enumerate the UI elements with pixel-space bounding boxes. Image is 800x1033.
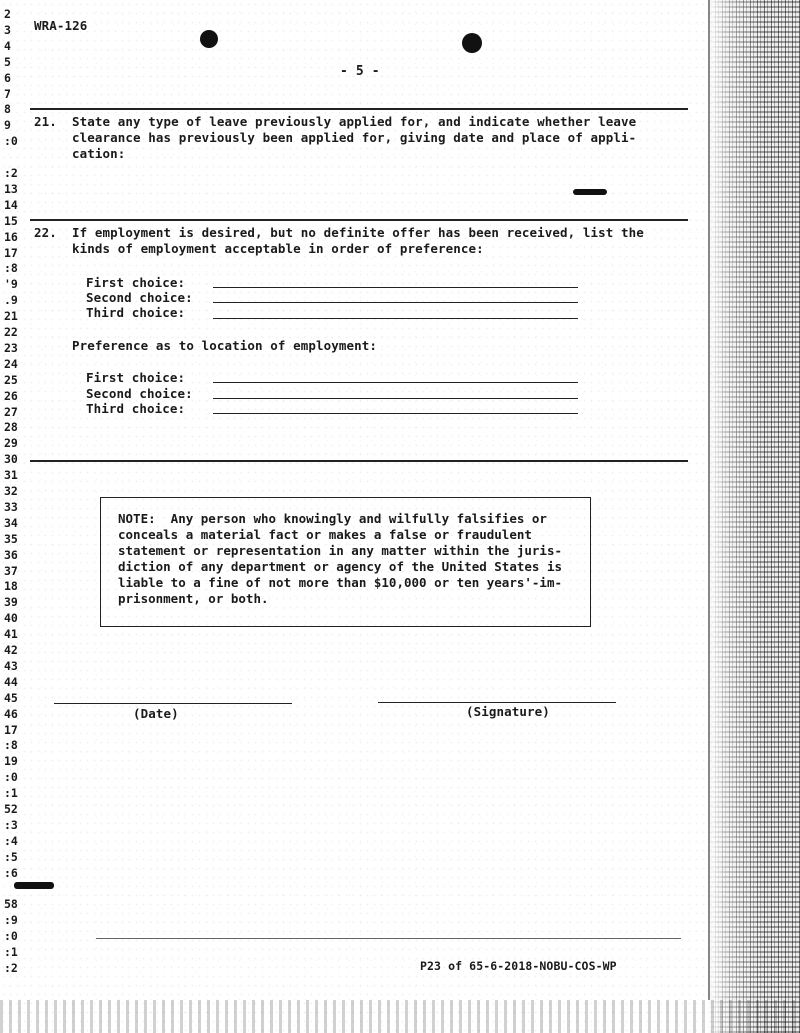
- q21-line: cation:: [72, 146, 126, 161]
- margin-line-number: 58: [4, 897, 18, 912]
- signature-field[interactable]: [378, 702, 616, 703]
- margin-line-number: 17: [4, 245, 18, 260]
- location-third-choice-field[interactable]: [213, 413, 578, 414]
- employment-second-choice-field[interactable]: [213, 302, 578, 303]
- margin-line-number: 34: [4, 515, 18, 530]
- form-code: WRA-126: [34, 18, 88, 33]
- margin-line-number: :2: [4, 961, 18, 975]
- margin-line-number: 23: [4, 340, 18, 355]
- margin-line-number: 17: [4, 722, 18, 737]
- scan-bottom-artifact: [0, 1000, 800, 1033]
- employment-second-choice-label: Second choice:: [86, 290, 193, 305]
- q21-line: State any type of leave previously applied for, and indicate whether leave: [72, 114, 637, 129]
- date-label: (Date): [133, 706, 179, 721]
- margin-line-number: :5: [4, 849, 18, 864]
- location-second-choice-label: Second choice:: [86, 386, 193, 401]
- margin-line-number: 41: [4, 627, 18, 642]
- margin-line-number: 31: [4, 468, 18, 483]
- margin-line-number: 3: [4, 22, 11, 37]
- location-second-choice-field[interactable]: [213, 398, 578, 399]
- footer-page-reference: P23 of 65-6-2018-NOBU-COS-WP: [420, 959, 617, 973]
- margin-line-number: 27: [4, 404, 18, 419]
- margin-line-number: 13: [4, 181, 18, 196]
- margin-line-number: 36: [4, 547, 18, 562]
- margin-line-number: 4: [4, 38, 11, 53]
- margin-line-number: 21: [4, 309, 18, 324]
- scan-edge-artifact: [708, 0, 800, 1033]
- margin-line-number: 29: [4, 436, 18, 451]
- footer-box-top: [96, 938, 681, 939]
- margin-line-number: 33: [4, 499, 18, 514]
- q22-line: If employment is desired, but no definite offer has been received, list the: [72, 225, 644, 240]
- margin-line-number: 25: [4, 372, 18, 387]
- employment-third-choice-field[interactable]: [213, 318, 578, 319]
- margin-line-number: 6: [4, 70, 11, 85]
- date-field[interactable]: [54, 703, 292, 704]
- margin-line-number: 30: [4, 452, 18, 467]
- punch-hole-mark: [462, 33, 482, 53]
- punch-hole-mark: [200, 30, 218, 48]
- margin-line-number: 45: [4, 690, 18, 705]
- employment-first-choice-label: First choice:: [86, 275, 186, 290]
- section-divider: [30, 460, 688, 462]
- margin-line-number: 15: [4, 213, 18, 228]
- margin-line-number: :1: [4, 786, 18, 801]
- margin-line-number: 46: [4, 706, 18, 721]
- q21-line: clearance has previously been applied for, giving date and place of appli-: [72, 130, 637, 145]
- margin-line-number: 43: [4, 658, 18, 673]
- location-first-choice-label: First choice:: [86, 370, 186, 385]
- margin-line-number: 28: [4, 420, 18, 435]
- ink-smudge: [573, 189, 607, 195]
- q22-number: 22.: [34, 225, 57, 240]
- margin-line-number: 9: [4, 118, 11, 133]
- note-text: NOTE: Any person who knowingly and wilfully falsifies or conceals a material fact or makes a false or fraudulent statement or representation in any matter within the juris- diction of any department or agency of the United States is liable to a fine of not more than $10,000 or ten years'-im- prisonment, or both.: [118, 511, 563, 606]
- margin-line-number: 44: [4, 674, 18, 689]
- margin-line-number: :1: [4, 945, 18, 960]
- margin-line-number: 18: [4, 579, 18, 594]
- ink-smudge: [14, 882, 54, 889]
- margin-line-number: 8: [4, 102, 11, 117]
- margin-line-number: 19: [4, 754, 18, 769]
- location-third-choice-label: Third choice:: [86, 401, 186, 416]
- margin-line-number: 37: [4, 563, 18, 578]
- margin-line-number: 35: [4, 531, 18, 546]
- margin-line-number: 40: [4, 611, 18, 626]
- margin-line-number: 2: [4, 7, 11, 21]
- margin-line-number: 7: [4, 86, 11, 101]
- location-first-choice-field[interactable]: [213, 382, 578, 383]
- margin-line-number: :0: [4, 134, 18, 149]
- margin-line-number: 26: [4, 388, 18, 403]
- signature-label: (Signature): [466, 704, 550, 719]
- margin-line-number: 16: [4, 229, 18, 244]
- margin-line-number: :0: [4, 770, 18, 785]
- q22-line: kinds of employment acceptable in order of preference:: [72, 241, 484, 256]
- margin-line-number: :6: [4, 865, 18, 880]
- employment-third-choice-label: Third choice:: [86, 305, 186, 320]
- margin-line-number: .9: [4, 293, 18, 308]
- margin-line-number: '9: [4, 277, 18, 292]
- location-heading: Preference as to location of employment:: [72, 338, 378, 353]
- margin-line-number: 24: [4, 356, 18, 371]
- section-divider: [30, 219, 688, 221]
- margin-line-number: :0: [4, 929, 18, 944]
- employment-first-choice-field[interactable]: [213, 287, 578, 288]
- margin-line-number: :9: [4, 913, 18, 928]
- margin-line-number: 22: [4, 325, 18, 339]
- margin-line-number: 52: [4, 802, 18, 816]
- margin-line-number: 14: [4, 197, 18, 212]
- margin-line-number: 39: [4, 595, 18, 610]
- margin-line-number: 32: [4, 484, 18, 498]
- margin-line-number: :2: [4, 166, 18, 180]
- margin-line-number: :3: [4, 817, 18, 832]
- margin-line-number: 42: [4, 643, 18, 657]
- margin-line-number: :8: [4, 738, 18, 753]
- margin-line-number: 5: [4, 54, 11, 69]
- page-number: - 5 -: [340, 64, 380, 79]
- margin-line-number: :4: [4, 833, 18, 848]
- margin-line-number: :8: [4, 261, 18, 276]
- section-divider: [30, 108, 688, 110]
- q21-number: 21.: [34, 114, 57, 129]
